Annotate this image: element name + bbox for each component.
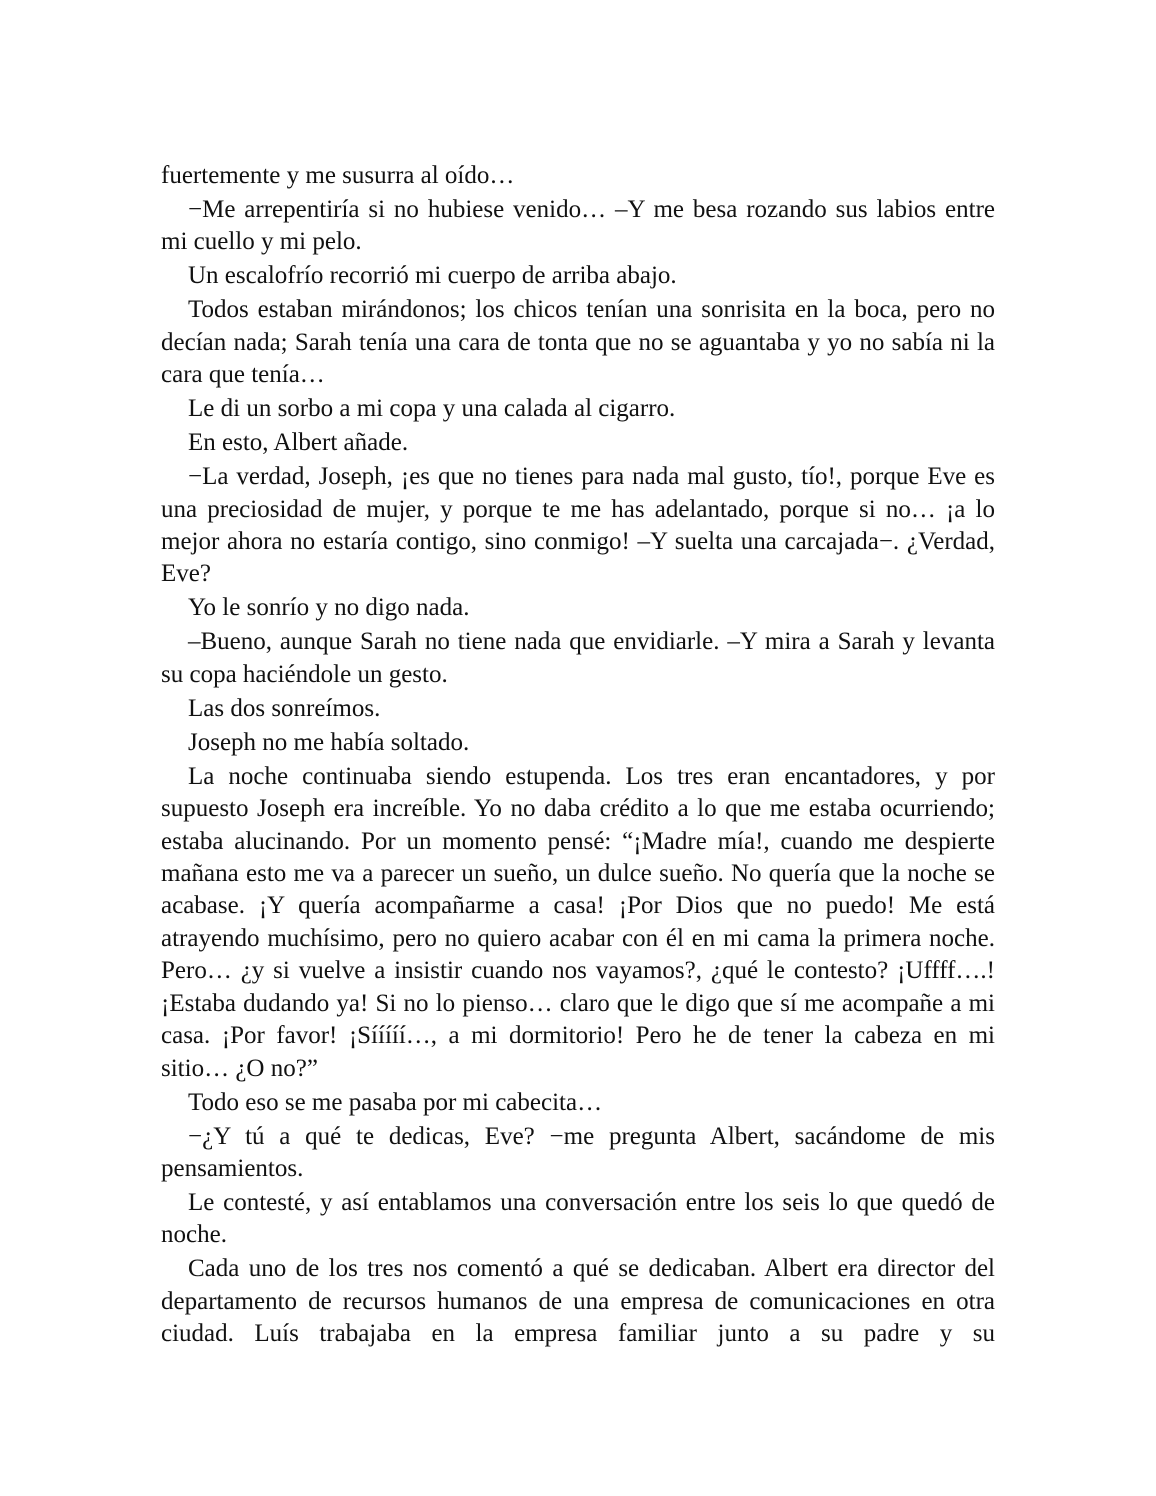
paragraph-14: −¿Y tú a qué te dedicas, Eve? −me pregunta Albert, sacándome de mis pensamientos.	[161, 1122, 995, 1182]
paragraph-8: Yo le sonrío y no digo nada.	[188, 594, 470, 622]
paragraph-9: –Bueno, aunque Sarah no tiene nada que envidiarle. –Y mira a Sarah y levanta su copa haciéndole un gesto.	[161, 628, 995, 688]
paragraph-12: La noche continuaba siendo estupenda. Los tres eran encantadores, y por supuesto Joseph era increíble. Yo no daba crédito a lo que me estaba ocurriendo; estaba alucinando. Por un momento pensé: “¡Madre mía!, cuando me despierte mañana esto me va a parecer un sueño, un dulce sueño. No quería que la noche se acabase. ¡Y quería acompañarme a casa! ¡Por Dios que no puedo! Me está atrayendo muchísimo, pero no quiero acabar con él en mi cama la primera noche. Pero… ¿y si vuelve a insistir cuando nos vayamos?, ¿qué le contesto? ¡Uffff….! ¡Estaba dudando ya! Si no lo pienso… claro que le digo que sí me acompañe a mi casa. ¡Por favor! ¡Sííííí…, a mi dormitorio! Pero he de tener la cabeza en mi sitio… ¿O no?”	[161, 762, 995, 1082]
paragraph-2: −Me arrepentiría si no hubiese venido… –Y me besa rozando sus labios entre mi cuello y mi pelo.	[161, 196, 995, 256]
paragraph-16: Cada uno de los tres nos comentó a qué se dedicaban. Albert era director del departamento de recursos humanos de una empresa de comunicaciones en otra ciudad. Luís trabajaba en la empresa familiar junto a su padre y su	[161, 1255, 995, 1348]
paragraph-10: Las dos sonreímos.	[188, 694, 381, 722]
paragraph-13: Todo eso se me pasaba por mi cabecita…	[188, 1088, 603, 1116]
paragraph-5: Le di un sorbo a mi copa y una calada al cigarro.	[188, 395, 676, 423]
paragraph-3: Un escalofrío recorrió mi cuerpo de arriba abajo.	[188, 262, 677, 290]
paragraph-11: Joseph no me había soltado.	[188, 728, 470, 756]
body-text	[161, 160, 995, 1352]
paragraph-15: Le contesté, y así entablamos una conversación entre los seis lo que quedó de noche.	[161, 1188, 995, 1249]
paragraph-4: Todos estaban mirándonos; los chicos tenían una sonrisita en la boca, pero no decían nada; Sarah tenía una cara de tonta que no se aguantaba y yo no sabía ni la cara que tenía…	[161, 296, 995, 389]
paragraph-7: −La verdad, Joseph, ¡es que no tienes para nada mal gusto, tío!, porque Eve es una preciosidad de mujer, y porque te me has adelantado, porque si no… ¡a lo mejor ahora no estaría contigo, sino conmigo! –Y suelta una carcajada−. ¿Verdad, Eve?	[161, 463, 995, 588]
paragraph-6: En esto, Albert añade.	[188, 429, 409, 457]
paragraph-1: fuertemente y me susurra al oído…	[161, 162, 515, 189]
